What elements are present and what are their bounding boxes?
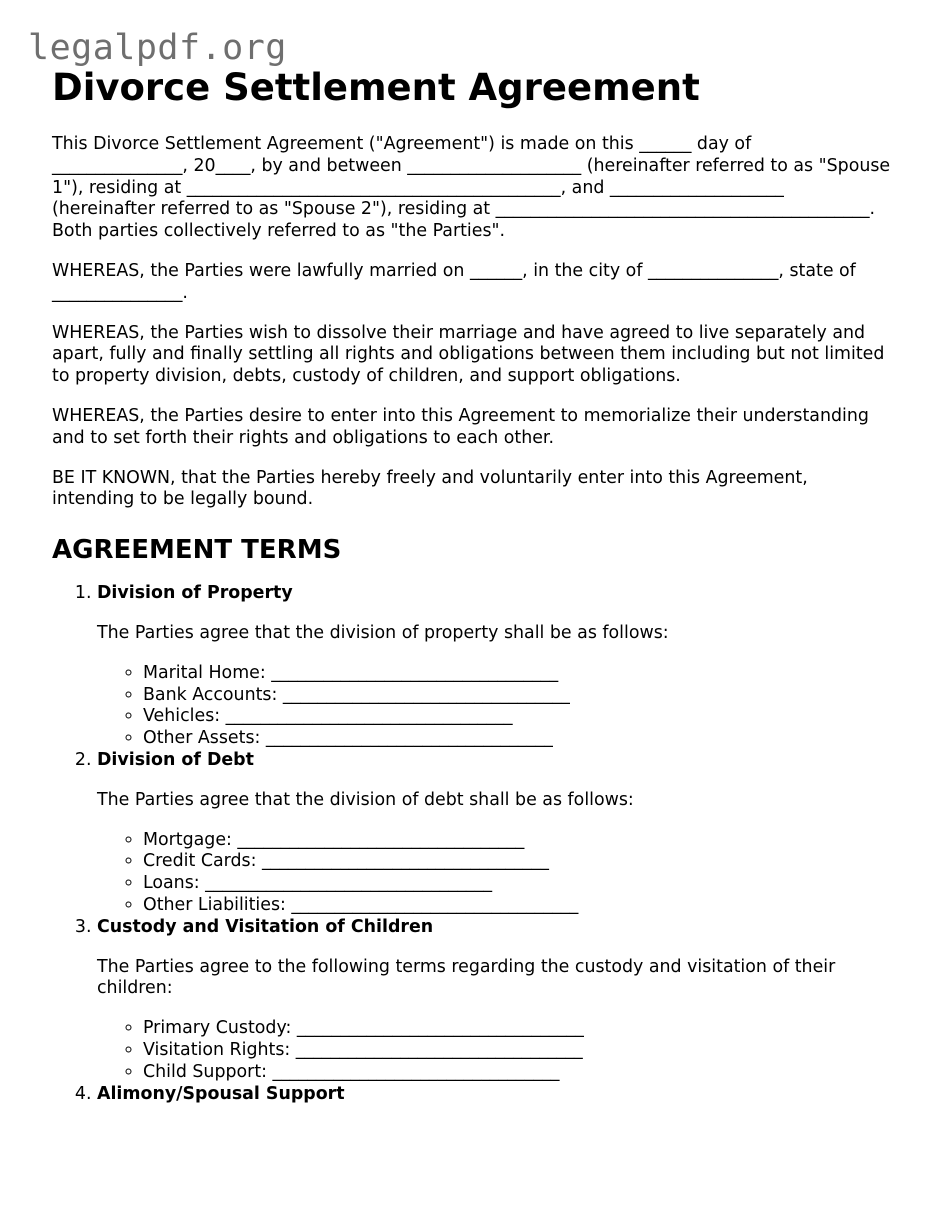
field-item: ◦ Primary Custody: _________________________________ xyxy=(143,1018,892,1040)
field-item: ◦ Loans: _________________________________ xyxy=(143,873,892,895)
document-title: Divorce Settlement Agreement xyxy=(52,66,700,109)
whereas-dissolve-paragraph: WHEREAS, the Parties wish to dissolve their marriage and have agreed to live separately and apart, fully and finally settling all rights and obligations between them including but not limited to property division, debts, custody of children, and support obligations. xyxy=(52,322,885,387)
section-heading: AGREEMENT TERMS xyxy=(52,535,342,566)
term-title: 3. Custody and Visitation of Children xyxy=(97,916,434,937)
term-title: 2. Division of Debt xyxy=(97,749,254,770)
field-item: ◦ Visitation Rights: _________________________________ xyxy=(143,1040,892,1062)
term-item xyxy=(97,750,892,917)
term-item xyxy=(97,1084,892,1106)
field-item: ◦ Marital Home: _________________________________ xyxy=(143,663,892,685)
term-text: The Parties agree that the division of property shall be as follows: xyxy=(97,622,669,643)
field-item: ◦ Credit Cards: _________________________________ xyxy=(143,851,892,873)
whereas-memorialize-paragraph: WHEREAS, the Parties desire to enter into this Agreement to memorialize their understanding and to set forth their rights and obligations to each other. xyxy=(52,405,869,448)
term-fields xyxy=(97,663,892,750)
term-fields xyxy=(97,1018,892,1083)
field-item: ◦ Other Liabilities: _________________________________ xyxy=(143,895,892,917)
term-title: 1. Division of Property xyxy=(97,583,293,604)
field-item: ◦ Bank Accounts: _________________________________ xyxy=(143,685,892,707)
field-item: ◦ Vehicles: _________________________________ xyxy=(143,706,892,728)
term-item xyxy=(97,917,892,1084)
intro-paragraph: This Divorce Settlement Agreement ("Agreement") is made on this ______ day of _______________, 20____, by and between ____________________ (hereinafter referred to as "Spouse 1"), residing at ___________________________________________, and ____________________ (hereinafter referred to as "Spouse 2"), residing at ___________________________________________. Both parties collectively referred to as "the Parties". xyxy=(52,134,891,242)
field-item: ◦ Mortgage: _________________________________ xyxy=(143,830,892,852)
term-title: 4. Alimony/Spousal Support xyxy=(97,1083,345,1104)
term-item xyxy=(97,583,892,750)
watermark: legalpdf.org xyxy=(28,28,287,68)
field-item: ◦ Other Assets: _________________________________ xyxy=(143,728,892,750)
term-text: The Parties agree to the following terms regarding the custody and visitation of their children: xyxy=(97,956,836,999)
be-it-known-paragraph: BE IT KNOWN, that the Parties hereby freely and voluntarily enter into this Agreement, intending to be legally bound. xyxy=(52,467,808,510)
terms-list xyxy=(52,583,892,1105)
term-text: The Parties agree that the division of debt shall be as follows: xyxy=(97,789,634,810)
document-page xyxy=(52,64,892,1105)
whereas-married-paragraph: WHEREAS, the Parties were lawfully married on ______, in the city of _______________, state of _______________. xyxy=(52,260,856,303)
field-item: ◦ Child Support: _________________________________ xyxy=(143,1062,892,1084)
term-fields xyxy=(97,830,892,917)
